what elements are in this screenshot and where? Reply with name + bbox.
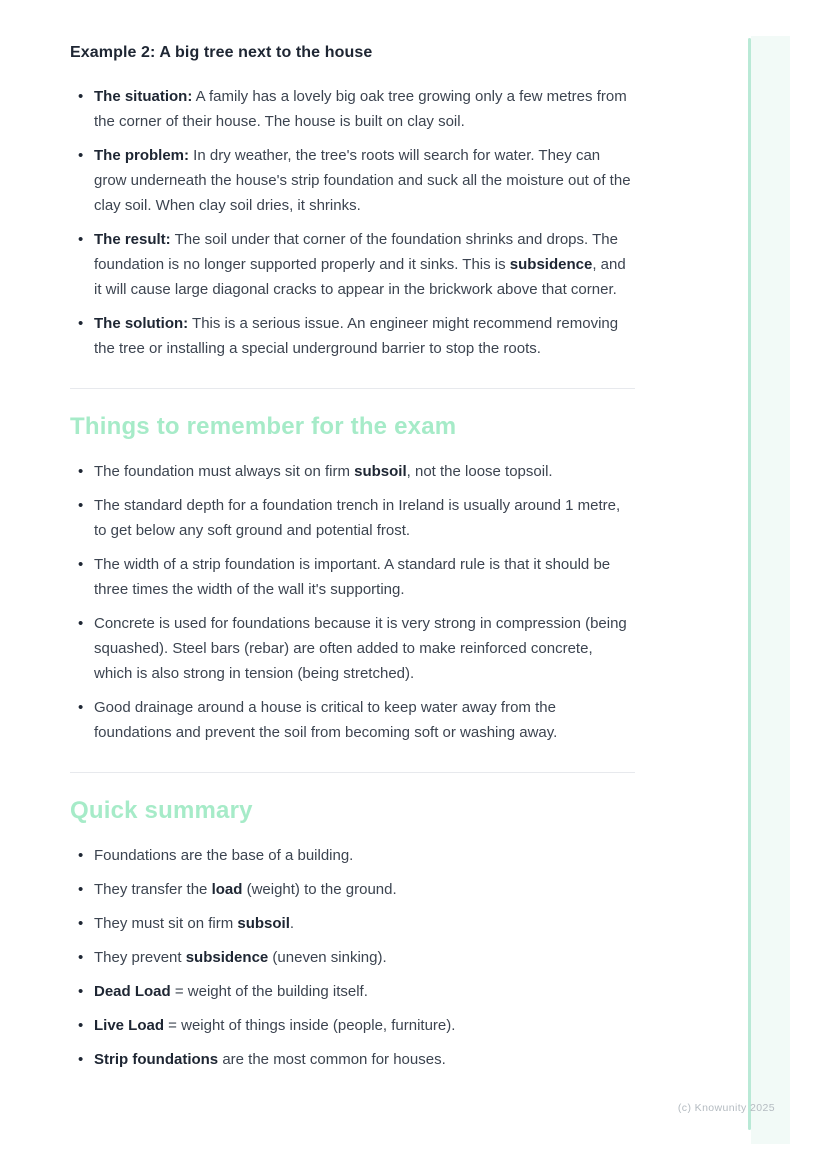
list-item: • The width of a strip foundation is important. A standard rule is that it should be three times the width of the wall it's supporting.: [70, 552, 635, 602]
remember-bullet-list: [70, 459, 635, 745]
list-item: • They transfer the load (weight) to the ground.: [70, 877, 635, 902]
list-item: • The standard depth for a foundation trench in Ireland is usually around 1 metre, to get below any soft ground and potential frost.: [70, 493, 635, 543]
list-item: • They must sit on firm subsoil.: [70, 911, 635, 936]
example-bullet-list: [70, 84, 635, 361]
list-item: • Dead Load = weight of the building itself.: [70, 979, 635, 1004]
list-item: • Strip foundations are the most common for houses.: [70, 1047, 635, 1072]
section-remember: [70, 412, 635, 745]
list-item: • Good drainage around a house is critical to keep water away from the foundations and prevent the soil from becoming soft or washing away.: [70, 695, 635, 745]
section-divider: [70, 772, 635, 773]
list-item: • The foundation must always sit on firm subsoil, not the loose topsoil.: [70, 459, 635, 484]
page-edge-tint: [751, 36, 790, 1144]
list-item: • They prevent subsidence (uneven sinking).: [70, 945, 635, 970]
list-item: • The result: The soil under that corner of the foundation shrinks and drops. The foundation is no longer supported properly and it sinks. This is subsidence, and it will cause large diagonal cracks to appear in the brickwork above that corner.: [70, 227, 635, 302]
section-divider: [70, 388, 635, 389]
list-item: • The problem: In dry weather, the tree's roots will search for water. They can grow underneath the house's strip foundation and suck all the moisture out of the clay soil. When clay soil dries, it shrinks.: [70, 143, 635, 218]
remember-heading: Things to remember for the exam: [70, 413, 457, 440]
list-item: • Live Load = weight of things inside (people, furniture).: [70, 1013, 635, 1038]
section-example: [70, 42, 635, 361]
example-heading: Example 2: A big tree next to the house: [70, 44, 373, 61]
vertical-accent-line: [748, 38, 751, 1130]
section-summary: [70, 796, 635, 1072]
list-item: • The situation: A family has a lovely big oak tree growing only a few metres from the corner of their house. The house is built on clay soil.: [70, 84, 635, 134]
summary-bullet-list: [70, 843, 635, 1072]
document-content: [70, 42, 635, 1072]
list-item: • The solution: This is a serious issue. An engineer might recommend removing the tree or installing a special underground barrier to stop the roots.: [70, 311, 635, 361]
summary-heading: Quick summary: [70, 797, 253, 824]
list-item: • Concrete is used for foundations because it is very strong in compression (being squashed). Steel bars (rebar) are often added to make reinforced concrete, which is also strong in tension (being stretched).: [70, 611, 635, 686]
copyright-text: (c) Knowunity 2025: [677, 1102, 775, 1114]
list-item: • Foundations are the base of a building.: [70, 843, 635, 868]
